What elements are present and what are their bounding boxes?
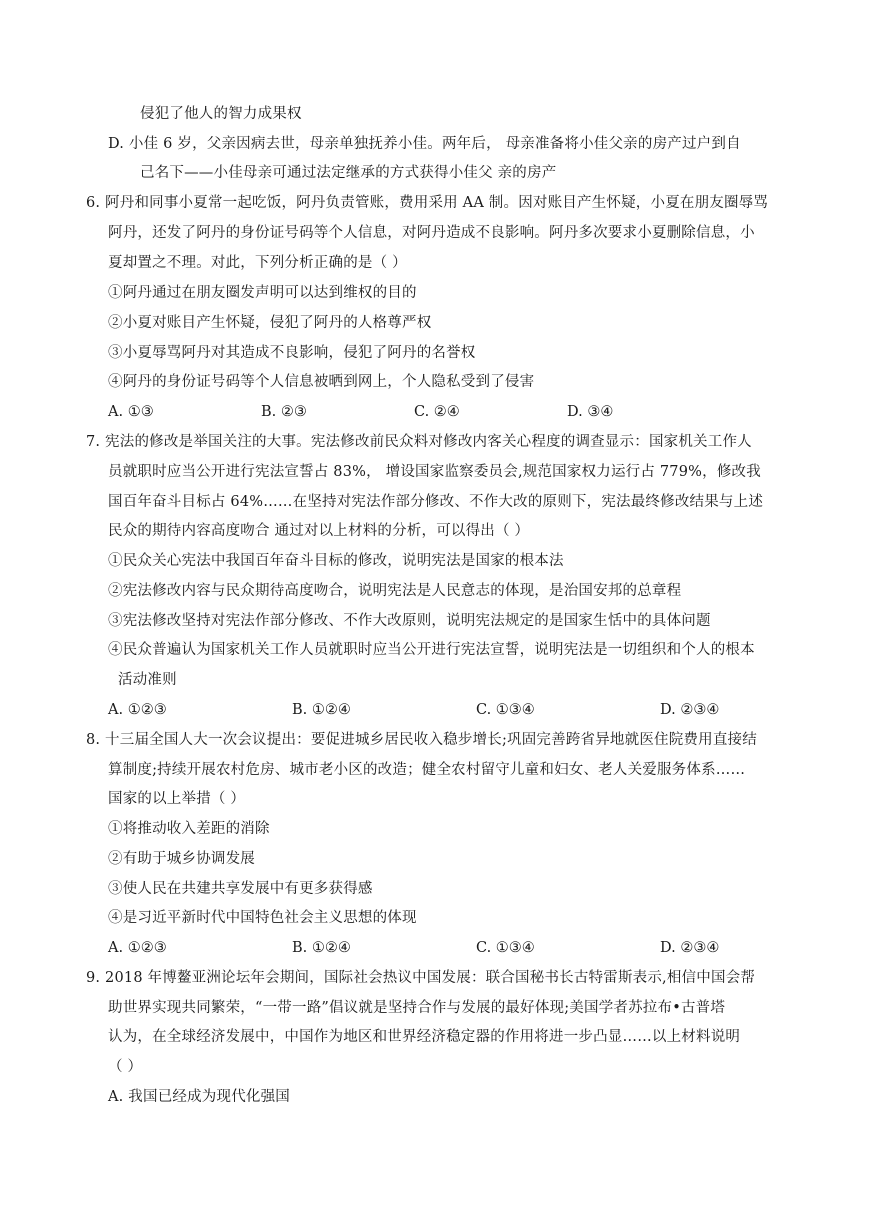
question-6-stem-line2: 阿丹，还发了阿丹的身份证号码等个人信息，对阿丹造成不良影响。阿丹多次要求小夏删除信息，小 xyxy=(108,225,755,241)
question-8-statement-2: ②有助于城乡协调发展 xyxy=(108,851,255,867)
question-6-option-c: C. ②④ xyxy=(414,404,460,420)
question-6-option-a: A. ①③ xyxy=(108,404,154,420)
question-6-stem-line3: 夏却置之不理。对此，下列分析正确的是（ ） xyxy=(108,255,407,271)
question-8-statement-4: ④是习近平新时代中国特色社会主义思想的体现 xyxy=(108,910,417,926)
question-7-statement-4-line1: ④民众普遍认为国家机关工作人员就职时应当公开进行宪法宣誓，说明宪法是一切组织和个人的根本 xyxy=(108,642,755,658)
question-9-stem-line3: 认为，在全球经济发展中，中国作为地区和世界经济稳定器的作用将进一步凸显……以上材料说明 xyxy=(108,1029,741,1045)
question-9-stem-line4: （ ） xyxy=(108,1059,143,1075)
question-6-option-d: D. ③④ xyxy=(567,404,614,420)
question-8-option-c: C. ①③④ xyxy=(476,940,535,956)
question-6-option-b: B. ②③ xyxy=(261,404,307,420)
question-7-statement-1: ①民众关心宪法中我国百年奋斗目标的修改，说明宪法是国家的根本法 xyxy=(108,553,564,569)
question-7-option-a: A. ①②③ xyxy=(108,702,167,718)
question-7-stem-line4: 民众的期待内容高度吻合 通过对以上材料的分析，可以得出（ ） xyxy=(108,523,530,539)
question-6-stem-line1: 6. 阿丹和同事小夏常一起吃饭，阿丹负责管账，费用采用 AA 制。因对账目产生怀疑，小夏在朋友圈辱骂 xyxy=(86,195,769,211)
question-8-option-b: B. ①②④ xyxy=(292,940,351,956)
question-6-statement-1: ①阿丹通过在朋友圈发声明可以达到维权的目的 xyxy=(108,285,417,301)
question-7-stem-line3: 国百年奋斗目标占 64%……在坚持对宪法作部分修改、不作大改的原则下，宪法最终修改结果与上述 xyxy=(108,494,764,510)
question-9-stem-line2: 助世界实现共同繁荣，“一带一路”倡议就是坚持合作与发展的最好体现;美国学者苏拉布•古普塔 xyxy=(108,1000,726,1016)
question-6-statement-2: ②小夏对账目产生怀疑，侵犯了阿丹的人格尊严权 xyxy=(108,315,432,331)
question-7-option-c: C. ①③④ xyxy=(476,702,535,718)
option-d-line1: D. 小佳 6 岁，父亲因病去世，母亲单独抚养小佳。两年后， 母亲准备将小佳父亲的房产过户到自 xyxy=(108,136,741,152)
question-7-statement-2: ②宪法修改内容与民众期待高度吻合，说明宪法是人民意志的体现，是治国安邦的总章程 xyxy=(108,583,682,599)
option-c-continuation: 侵犯了他人的智力成果权 xyxy=(140,106,302,122)
question-7-option-d: D. ②③④ xyxy=(660,702,720,718)
question-7-statement-3: ③宪法修改坚持对宪法作部分修改、不作大改原则，说明宪法规定的是国家生恬中的具体问题 xyxy=(108,613,711,629)
question-8-statement-1: ①将推动收入差距的消除 xyxy=(108,821,270,837)
question-7-statement-4-line2: 活动准则 xyxy=(118,672,177,688)
question-6-statement-4: ④阿丹的身份证号码等个人信息被晒到网上，个人隐私受到了侵害 xyxy=(108,374,535,390)
question-6-statement-3: ③小夏辱骂阿丹对其造成不良影响，侵犯了阿丹的名誉权 xyxy=(108,345,476,361)
question-8-statement-3: ③使人民在共建共享发展中有更多获得感 xyxy=(108,881,373,897)
question-9-stem-line1: 9. 2018 年博鳌亚洲论坛年会期间，国际社会热议中国发展：联合国秘书长古特雷斯表示,相信中国会帮 xyxy=(86,970,756,986)
question-7-stem-line1: 7. 宪法的修改是举国关注的大事。宪法修改前民众料对修改内客关心程度的调查显示：国家机关工作人 xyxy=(86,434,752,450)
question-8-option-d: D. ②③④ xyxy=(660,940,720,956)
question-8-stem-line3: 国家的以上举措（ ） xyxy=(108,791,246,807)
question-7-stem-line2: 员就职时应当公开进行宪法宣誓占 83%， 增设国家监察委员会,规范国家权力运行占 779%，修改我 xyxy=(108,464,761,480)
question-8-stem-line2: 算制度;持续开展农村危房、城市老小区的改造；健全农村留守儿童和妇女、老人关爱服务体系…… xyxy=(108,762,746,778)
question-7-option-b: B. ①②④ xyxy=(292,702,351,718)
option-d-line2: 己名下——小佳母亲可通过法定继承的方式获得小佳父 亲的房产 xyxy=(140,165,557,181)
question-9-option-a: A. 我国已经成为现代化强国 xyxy=(108,1089,290,1105)
question-8-option-a: A. ①②③ xyxy=(108,940,167,956)
question-8-stem-line1: 8. 十三届全国人大一次会议提出：要促进城乡居民收入稳步增长;巩固完善跨省异地就医住院费用直接结 xyxy=(86,732,757,748)
